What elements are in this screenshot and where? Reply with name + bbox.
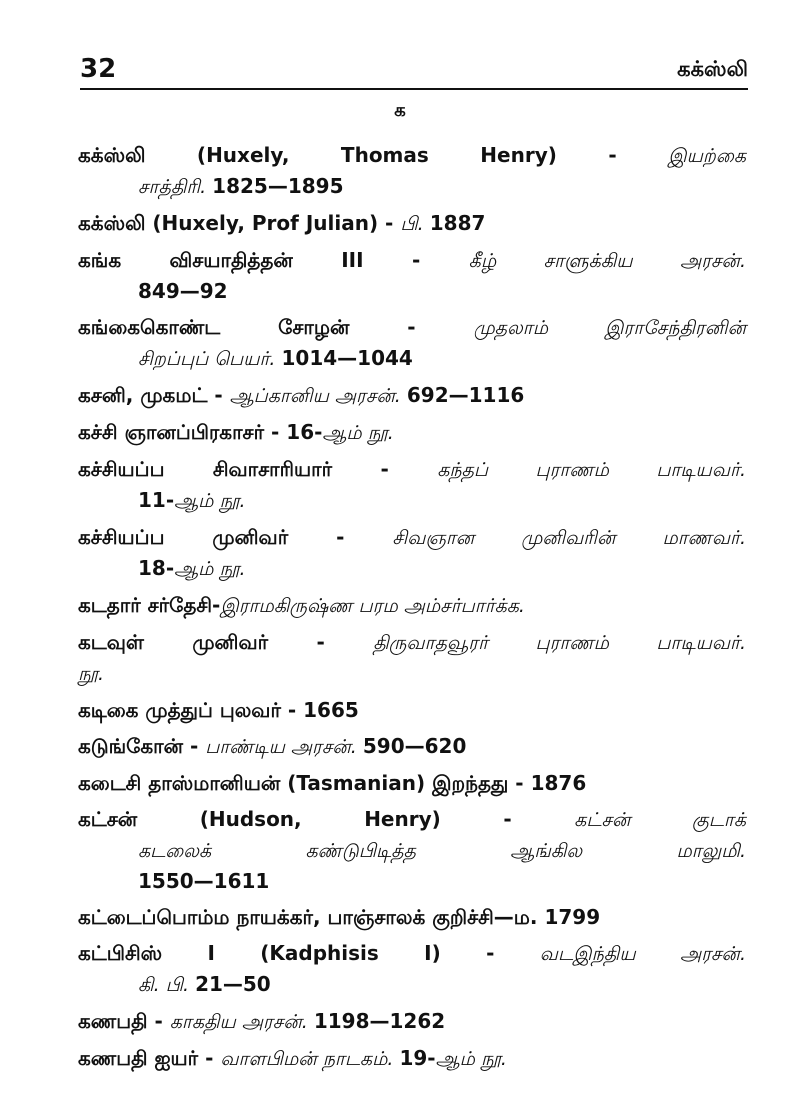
entry-line — [78, 140, 746, 171]
dictionary-entry — [78, 454, 746, 516]
entry-headword: கங்க விசயாதித்தன் III - — [78, 248, 469, 272]
entry-headword: கசனி, முகமட் - — [78, 383, 230, 407]
entry-description: கீழ் சாளுக்கிய அரசன். — [468, 250, 746, 272]
entry-description: வடஇந்திய அரசன். — [539, 943, 746, 965]
entry-description: இயற்கை — [668, 145, 746, 167]
entry-headword: கடிகை முத்துப் புலவர் - 1665 — [78, 698, 359, 722]
entry-headword: கச்சி ஞானப்பிரகாசர் - 16- — [78, 420, 323, 444]
entry-continuation-line — [78, 866, 746, 896]
entry-line — [78, 627, 746, 658]
entry-line — [78, 312, 746, 343]
entry-headword: 18- — [138, 556, 175, 580]
entry-headword: கடதார் சர்தேசி- — [78, 593, 221, 617]
entry-continuation-line — [78, 343, 746, 374]
dictionary-entry — [78, 695, 746, 725]
entry-headword: கச்சியப்ப முனிவர் - — [78, 525, 393, 549]
dictionary-entry — [78, 208, 746, 239]
entry-line — [78, 1006, 746, 1037]
entry-headword: 1825—1895 — [212, 174, 344, 198]
entry-continuation-line — [78, 969, 746, 1000]
entry-description: சாத்திரி. — [138, 176, 213, 198]
entry-line — [78, 454, 746, 485]
entry-description: பாண்டிய அரசன். — [205, 736, 363, 758]
entry-description: ஆம் நூ. — [322, 422, 394, 444]
entry-headword: கட்பிசிஸ் I (Kadphisis I) - — [78, 941, 540, 965]
section-letter: க — [394, 100, 406, 121]
entry-continuation-line — [78, 553, 746, 584]
entry-description: கடலைக் கண்டுபிடித்த ஆங்கில மாலுமி. — [138, 840, 746, 862]
entry-headword: கங்கைகொண்ட சோழன் - — [78, 315, 474, 339]
entry-headword: கச்சியப்ப சிவாசாரியார் - — [78, 457, 438, 481]
entry-continuation-line — [78, 835, 746, 866]
entry-description: கி. பி. — [138, 974, 196, 996]
entry-headword: 19- — [399, 1046, 436, 1070]
entry-description: திருவாதவூரர் புராணம் பாடியவர். — [373, 632, 747, 654]
entry-headword: கக்ஸ்லி (Huxely, Thomas Henry) - — [78, 143, 669, 167]
entry-line — [78, 417, 746, 448]
page-header — [80, 40, 748, 90]
entry-description: பி. — [400, 213, 430, 235]
entry-description: சிறப்புப் பெயர். — [138, 348, 282, 370]
entry-line — [78, 731, 746, 762]
entry-headword: 1198—1262 — [313, 1009, 446, 1033]
entry-description: இராமகிருஷ்ண பரம அம்சர்பார்க்க. — [220, 595, 525, 617]
entry-description: சிவஞான முனிவரின் மாணவர். — [392, 527, 746, 549]
entry-headword: கடைசி தாஸ்மானியன் (Tasmanian) இறந்தது - 1876 — [78, 771, 587, 795]
entry-line — [78, 804, 746, 835]
entry-headword: கணபதி ஐயர் - — [78, 1046, 221, 1070]
entry-headword: கட்சன் (Hudson, Henry) - — [78, 807, 575, 831]
entry-headword: 1887 — [429, 211, 486, 235]
entry-description: கந்தப் புராணம் பாடியவர். — [437, 459, 746, 481]
dictionary-entry — [78, 380, 746, 411]
entry-continuation-line — [78, 171, 746, 202]
page-number: 32 — [80, 54, 117, 84]
entry-continuation-line — [78, 485, 746, 516]
dictionary-entry — [78, 804, 746, 896]
entry-line — [78, 208, 746, 239]
dictionary-entry — [78, 627, 746, 689]
entry-description: வாளபிமன் நாடகம். — [220, 1048, 400, 1070]
dictionary-entry — [78, 522, 746, 584]
entry-headword: 590—620 — [362, 734, 467, 758]
entry-headword: கட்டைப்பொம்ம நாயக்கர், பாஞ்சாலக் குறிச்சி—ம. 1799 — [78, 905, 601, 929]
dictionary-entry — [78, 1043, 746, 1074]
running-head: கக்ஸ்லி — [677, 57, 748, 81]
entry-headword: 692—1116 — [406, 383, 525, 407]
dictionary-entry — [78, 902, 746, 932]
entry-headword: கடுங்கோன் - — [78, 734, 206, 758]
entry-headword: 1550—1611 — [138, 869, 270, 893]
entry-description: ஆப்கானிய அரசன். — [229, 385, 407, 407]
entry-headword: 11- — [138, 488, 175, 512]
entry-continuation-line — [78, 276, 746, 306]
dictionary-entry — [78, 245, 746, 306]
entry-headword: கணபதி - — [78, 1009, 170, 1033]
entry-line — [78, 1043, 746, 1074]
dictionary-entry — [78, 731, 746, 762]
dictionary-entry — [78, 768, 746, 798]
entry-line — [78, 768, 746, 798]
entry-description: ஆம் நூ. — [174, 558, 246, 580]
entry-description: கட்சன் குடாக் — [574, 809, 746, 831]
dictionary-entry — [78, 590, 746, 621]
entry-description: முதலாம் இராசேந்திரனின் — [473, 317, 747, 339]
dictionary-entry — [78, 1006, 746, 1037]
entry-line — [78, 380, 746, 411]
entry-headword: கக்ஸ்லி (Huxely, Prof Julian) - — [78, 211, 401, 235]
entry-description: காகதிய அரசன். — [169, 1011, 314, 1033]
entry-line — [78, 522, 746, 553]
entry-headword: கடவுள் முனிவர் - — [78, 630, 374, 654]
entry-line — [78, 590, 746, 621]
entry-line — [78, 902, 746, 932]
entry-headword: 849—92 — [138, 279, 228, 303]
entry-line — [78, 938, 746, 969]
entry-continuation-line — [78, 658, 746, 689]
dictionary-entries — [78, 140, 746, 1080]
entry-headword: 21—50 — [195, 972, 271, 996]
dictionary-entry — [78, 312, 746, 374]
dictionary-entry — [78, 140, 746, 202]
entry-description: நூ. — [78, 663, 104, 685]
entry-headword: 1014—1044 — [281, 346, 413, 370]
dictionary-entry — [78, 938, 746, 1000]
entry-line — [78, 245, 746, 276]
entry-description: ஆம் நூ. — [435, 1048, 507, 1070]
dictionary-entry — [78, 417, 746, 448]
entry-description: ஆம் நூ. — [174, 490, 246, 512]
entry-line — [78, 695, 746, 725]
